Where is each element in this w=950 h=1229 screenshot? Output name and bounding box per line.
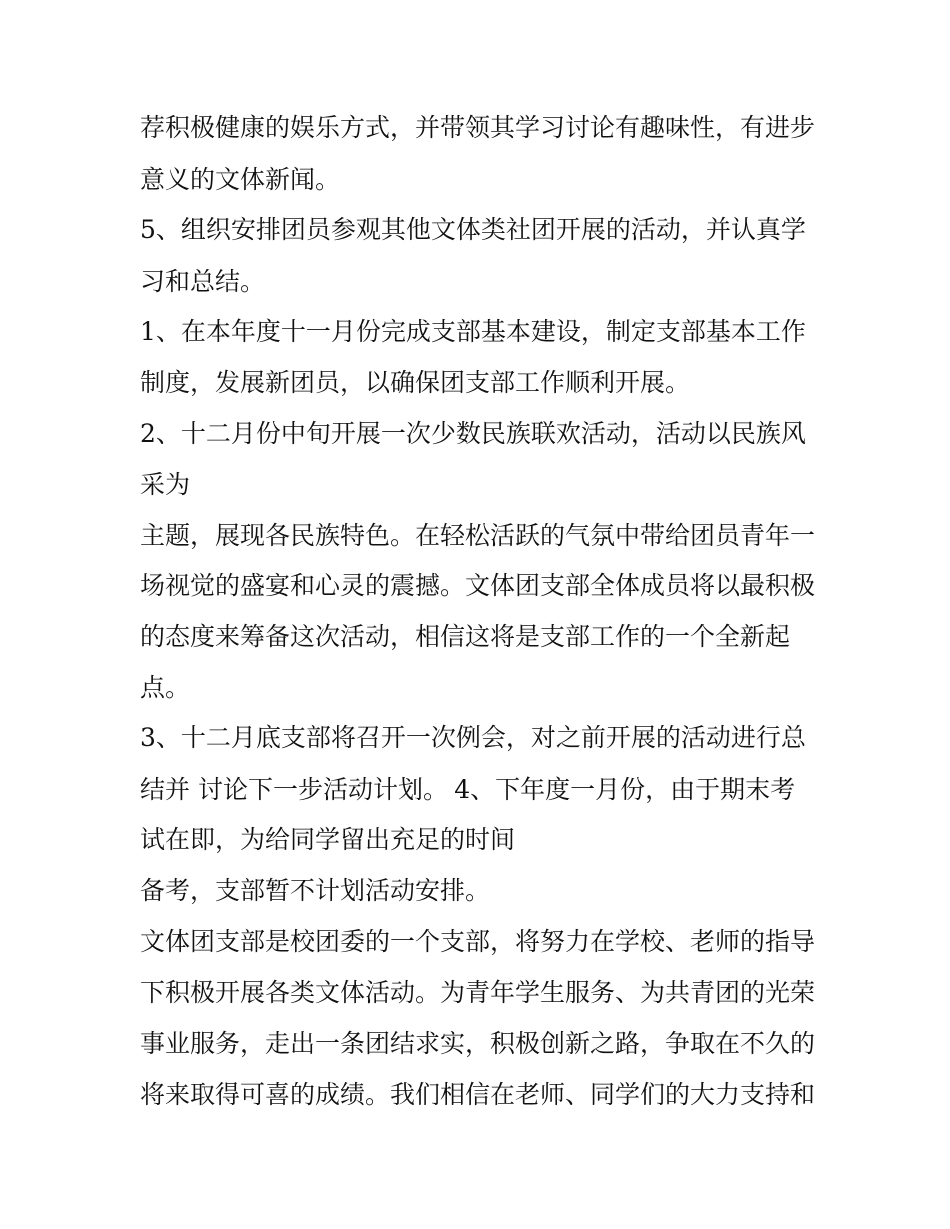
text-line-14-part-2: 4、下年度一月份，由于期末考	[454, 775, 796, 804]
text-line-18: 下积极开展各类文体活动。为青年学生服务、为共青团的光荣	[140, 978, 816, 1007]
text-line-15: 试在即，为给同学留出充足的时间	[140, 825, 516, 854]
text-line-16: 备考，支部暂不计划活动安排。	[140, 876, 491, 905]
text-line-19: 事业服务，走出一条团结求实，积极创新之路，争取在不久的	[140, 1029, 816, 1058]
text-line-7: 2、十二月份中旬开展一次少数民族联欢活动，活动以民族风	[140, 419, 806, 448]
text-line-5: 1、在本年度十一月份完成支部基本建设，制定支部基本工作	[140, 317, 806, 346]
text-line-2: 意义的文体新闻。	[140, 165, 341, 194]
text-line-1: 荐积极健康的娱乐方式，并带领其学习讨论有趣味性，有进步	[140, 113, 816, 142]
text-line-4: 习和总结。	[140, 267, 266, 296]
text-line-12: 点。	[140, 673, 191, 702]
text-line-9: 主题，展现各民族特色。在轻松活跃的气氛中带给团员青年一	[140, 521, 816, 550]
text-line-14	[140, 770, 820, 810]
text-line-6: 制度，发展新团员，以确保团支部工作顺利开展。	[140, 368, 691, 397]
text-line-14-part-1: 结并 讨论下一步活动计划。	[140, 775, 448, 804]
text-line-8: 采为	[140, 470, 191, 499]
text-line-11: 的态度来筹备这次活动，相信这将是支部工作的一个全新起	[140, 622, 791, 651]
text-line-3: 5、组织安排团员参观其他文体类社团开展的活动，并认真学	[140, 215, 806, 244]
text-line-17: 文体团支部是校团委的一个支部，将努力在学校、老师的指导	[140, 927, 816, 956]
text-line-10: 场视觉的盛宴和心灵的震撼。文体团支部全体成员将以最积极	[140, 571, 816, 600]
text-line-20: 将来取得可喜的成绩。我们相信在老师、同学们的大力支持和	[140, 1080, 816, 1109]
text-line-13: 3、十二月底支部将召开一次例会，对之前开展的活动进行总	[140, 723, 806, 752]
